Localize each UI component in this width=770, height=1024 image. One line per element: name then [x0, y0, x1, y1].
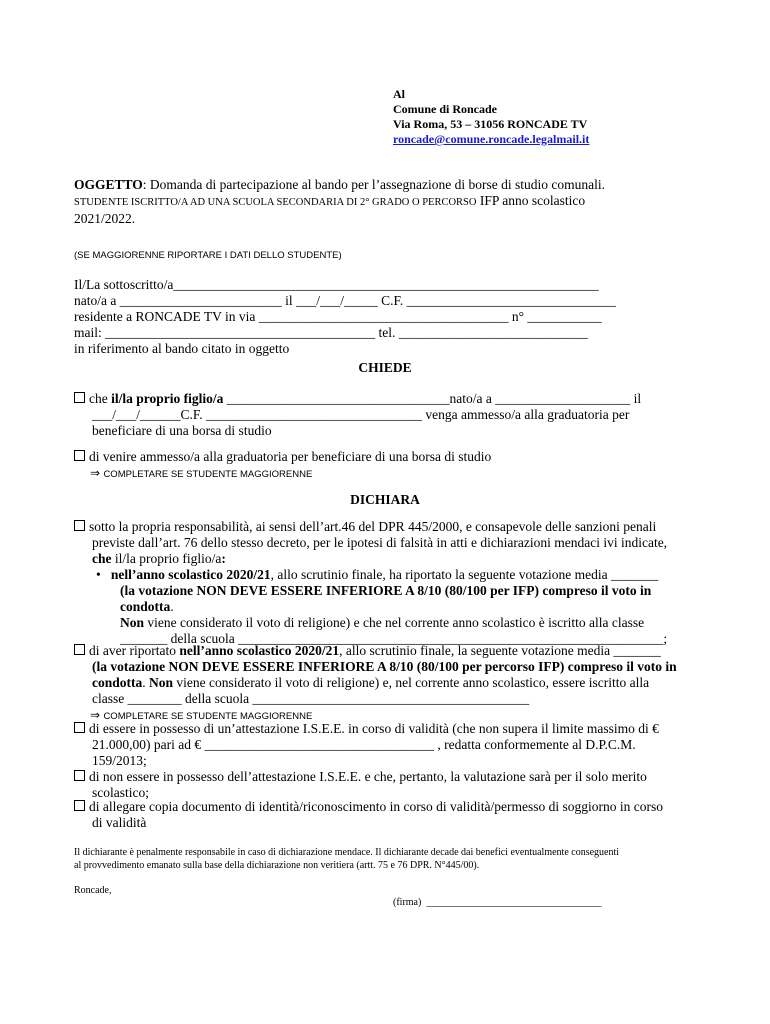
disclaimer-line-2: al provvedimento emanato sulla base della dichiarazione non veritiera (artt. 75 e 76 DPR. N°445/00). — [74, 860, 480, 871]
dichiara-item-1 — [74, 519, 704, 647]
bullet-line-2-tail: . — [170, 599, 174, 614]
signature-label: (firma) — [393, 897, 422, 908]
recipient-email-link[interactable]: roncade@comune.roncade.legalmail.it — [393, 132, 590, 146]
item4-line-2: scolastico; — [92, 785, 149, 800]
checkbox-icon[interactable] — [74, 722, 85, 733]
subject-block — [74, 177, 714, 227]
item2-bold: nell’anno scolastico 2020/21 — [179, 643, 340, 658]
chiede-option-2 — [74, 449, 694, 481]
item3-line-1: di essere in possesso di un’attestazione I.S.E.E. in corso di validità (che non supera il limite massimo di € — [89, 721, 659, 736]
item3-line-3: 159/2013; — [92, 753, 147, 768]
subject-text: : Domanda di partecipazione al bando per l’assegnazione di borse di studio comunali. — [142, 177, 606, 192]
dichiara-item-3 — [74, 721, 704, 769]
item2-note: COMPLETARE SE STUDENTE MAGGIORENNE — [103, 711, 313, 722]
signature-area — [393, 896, 601, 909]
recipient-address: Via Roma, 53 – 31056 RONCADE TV — [393, 117, 588, 131]
option2-note: COMPLETARE SE STUDENTE MAGGIORENNE — [103, 469, 313, 480]
recipient-block — [393, 87, 589, 147]
dichiara-item-2 — [74, 643, 704, 723]
chiede-option-1 — [74, 391, 694, 439]
applicant-block — [74, 277, 714, 357]
subject-caps: STUDENTE ISCRITTO/A AD UNA SCUOLA SECONDARIA DI 2° GRADO O PERCORSO — [74, 197, 477, 208]
bullet-non: Non — [120, 615, 145, 630]
item1-line-2: previste dall’art. 76 dello stesso decreto, per le ipotesi di falsità in atti e dichiarazioni mendaci ivi indicate, — [92, 535, 668, 550]
disclaimer-line-1: Il dichiarante è penalmente responsabile in caso di dichiarazione mendace. Il dichiarante decade dai benefici eventualmente conseguenti — [74, 847, 620, 858]
item2-line-4: classe ________ della scuola _________________________________________ — [92, 691, 530, 706]
checkbox-icon[interactable] — [74, 450, 85, 461]
checkbox-icon[interactable] — [74, 800, 85, 811]
right-arrow-icon: ⇒ — [90, 466, 101, 480]
applicant-reference-line: in riferimento al bando citato in oggetto — [74, 341, 290, 356]
item1-line-1: sotto la propria responsabilità, ai sensi dell’art.46 del DPR 445/2000, e consapevole delle sanzioni penali — [89, 519, 657, 534]
applicant-name-line: Il/La sottoscritto/a_______________________________________________________________ — [74, 277, 599, 292]
recipient-line-1: Al — [393, 87, 405, 101]
option1-line-2: ___/___/______C.F. ________________________________ venga ammesso/a alla graduatoria per — [92, 407, 630, 422]
item5-line-2: di validità — [92, 815, 147, 830]
subject-year: 2021/2022. — [74, 211, 136, 226]
bullet-line-3: viene considerato il voto di religione) e che nel corrente anno scolastico è iscritto alla classe — [144, 615, 645, 630]
item2-line-2: (la votazione NON DEVE ESSERE INFERIORE A 8/10 (80/100 per percorso IFP) compreso il voto in — [92, 659, 677, 674]
item5-line-1: di allegare copia documento di identità/riconoscimento in corso di validità/permesso di soggiorno in corso — [89, 799, 663, 814]
item4-line-1: di non essere in possesso dell’attestazione I.S.E.E. e che, pertanto, la valutazione sarà per il solo merito — [89, 769, 647, 784]
item2-non: Non — [149, 675, 174, 690]
item1-line-3: il/la proprio figlio/a — [111, 551, 222, 566]
disclaimer — [74, 846, 714, 872]
item2-condotta: condotta — [92, 675, 143, 690]
recipient-line-2: Comune di Roncade — [393, 102, 498, 116]
dichiara-heading: DICHIARA — [350, 492, 420, 507]
subject-tail: IFP anno scolastico — [476, 193, 586, 208]
chiede-heading: CHIEDE — [358, 360, 412, 375]
dichiara-item-4 — [74, 769, 704, 801]
dichiara-item-5 — [74, 799, 704, 831]
option1-bold: il/la proprio figlio/a — [111, 391, 224, 406]
bullet-line-4: _______ della scuola _______________________________________________________________; — [120, 631, 668, 646]
checkbox-icon[interactable] — [74, 770, 85, 781]
bullet-bold: nell’anno scolastico 2020/21 — [110, 567, 271, 582]
bullet-rest: , allo scrutinio finale, ha riportato la seguente votazione media _______ — [270, 567, 659, 582]
item2-prefix: di aver riportato — [89, 643, 180, 658]
applicant-contact-line: mail: ________________________________________ tel. ____________________________ — [74, 325, 588, 340]
right-arrow-icon: ⇒ — [90, 708, 101, 722]
adult-note: (SE MAGGIORENNE RIPORTARE I DATI DELLO STUDENTE) — [74, 250, 342, 261]
option1-line-3: beneficiare di una borsa di studio — [92, 423, 272, 438]
checkbox-icon[interactable] — [74, 392, 85, 403]
item2-line-3: viene considerato il voto di religione) e, nel corrente anno scolastico, essere iscritto alla — [173, 675, 650, 690]
item2-sep: . — [142, 675, 149, 690]
signature-line[interactable]: ___________________________________ — [426, 897, 602, 908]
option1-rest: _________________________________nato/a a ____________________ il — [223, 391, 642, 406]
item1-colon: : — [221, 551, 226, 566]
bullet-icon: • — [96, 567, 101, 582]
applicant-residence-line: residente a RONCADE TV in via _____________________________________ n° ___________ — [74, 309, 602, 324]
bullet-line-2: (la votazione NON DEVE ESSERE INFERIORE A 8/10 (80/100 per IFP) compreso il voto in condotta — [120, 583, 652, 614]
option1-prefix: che — [89, 391, 112, 406]
item1-che: che — [92, 551, 112, 566]
checkbox-icon[interactable] — [74, 520, 85, 531]
item2-rest: , allo scrutinio finale, la seguente votazione media _______ — [339, 643, 661, 658]
place-label: Roncade, — [74, 885, 112, 896]
subject-label: OGGETTO — [74, 177, 143, 192]
item3-line-2: 21.000,00) pari ad € __________________________________ , redatta conformemente al D.P.C.M. — [92, 737, 636, 752]
checkbox-icon[interactable] — [74, 644, 85, 655]
applicant-birth-line: nato/a a ________________________ il ___/___/_____ C.F. _______________________________ — [74, 293, 616, 308]
option2-text: di venire ammesso/a alla graduatoria per beneficiare di una borsa di studio — [89, 449, 492, 464]
